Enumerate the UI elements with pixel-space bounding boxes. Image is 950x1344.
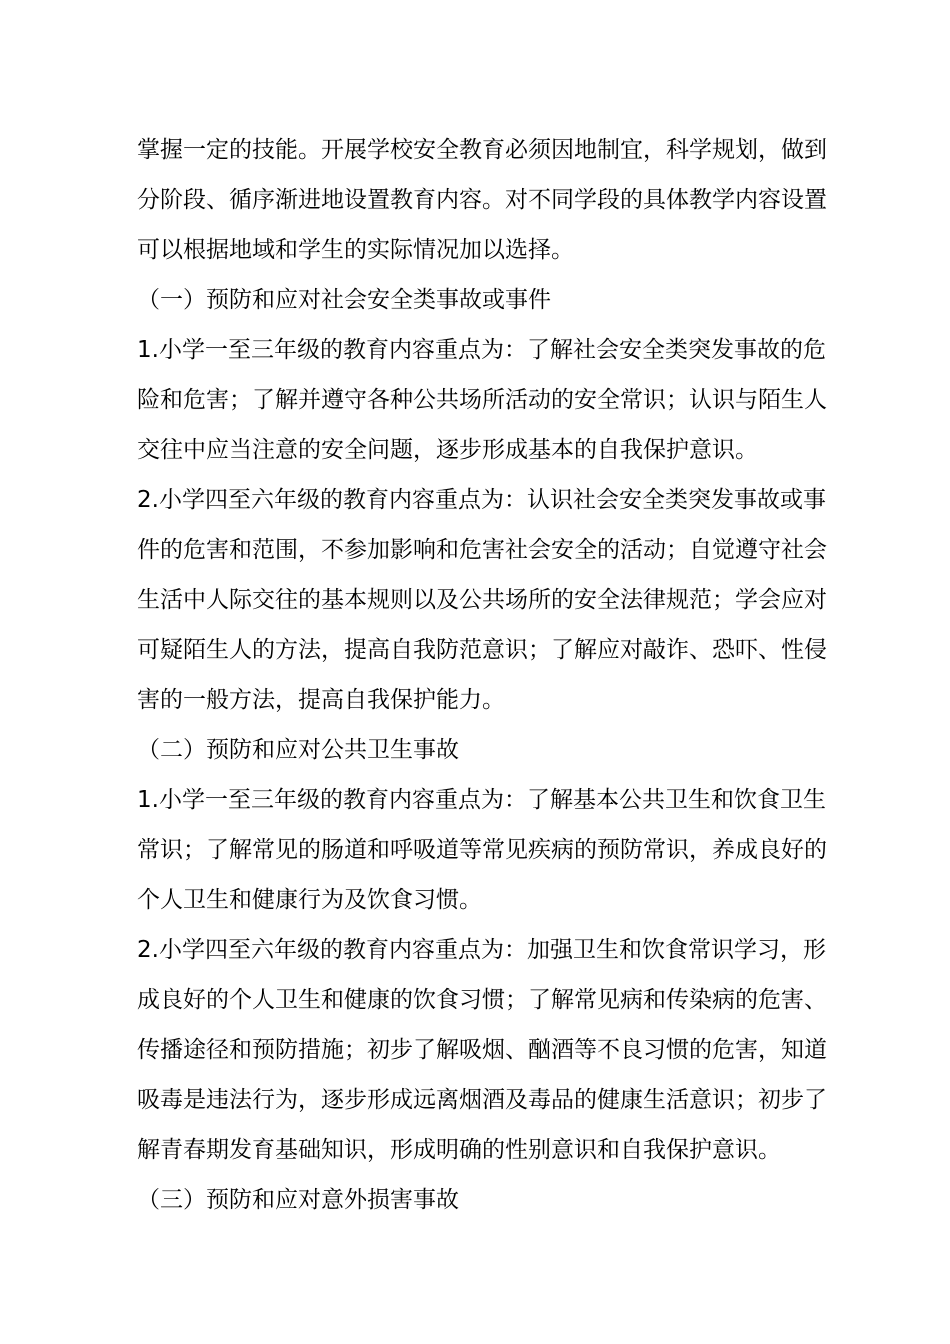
- body-text-line: 害的一般方法，提高自我保护能力。: [137, 687, 505, 713]
- body-text-line: 生活中人际交往的基本规则以及公共场所的安全法律规范；学会应对: [137, 587, 827, 613]
- body-text-line: 个人卫生和健康行为及饮食习惯。: [137, 887, 482, 913]
- body-text-line: 成良好的个人卫生和健康的饮食习惯；了解常见病和传染病的危害、: [137, 987, 827, 1013]
- body-text-line: 1.小学一至三年级的教育内容重点为：了解社会安全类突发事故的危: [137, 337, 826, 363]
- body-text-line: 掌握一定的技能。开展学校安全教育必须因地制宜，科学规划，做到: [137, 137, 827, 163]
- body-text-line: 常识；了解常见的肠道和呼吸道等常见疾病的预防常识，养成良好的: [137, 837, 827, 863]
- body-text-line: 分阶段、循序渐进地设置教育内容。对不同学段的具体教学内容设置: [137, 187, 827, 213]
- section-heading: （三）预防和应对意外损害事故: [137, 1187, 459, 1213]
- body-text-line: 险和危害；了解并遵守各种公共场所活动的安全常识；认识与陌生人: [137, 387, 827, 413]
- body-text-line: 2.小学四至六年级的教育内容重点为：加强卫生和饮食常识学习，形: [137, 937, 826, 963]
- body-text-line: 吸毒是违法行为，逐步形成远离烟酒及毒品的健康生活意识；初步了: [137, 1087, 827, 1113]
- body-text-line: 可以根据地域和学生的实际情况加以选择。: [137, 237, 574, 263]
- section-heading: （一）预防和应对社会安全类事故或事件: [137, 287, 551, 313]
- body-text-line: 2.小学四至六年级的教育内容重点为：认识社会安全类突发事故或事: [137, 487, 826, 513]
- body-text-line: 解青春期发育基础知识，形成明确的性别意识和自我保护意识。: [137, 1137, 781, 1163]
- body-text-line: 件的危害和范围，不参加影响和危害社会安全的活动；自觉遵守社会: [137, 537, 827, 563]
- body-text-line: 可疑陌生人的方法，提高自我防范意识；了解应对敲诈、恐吓、性侵: [137, 637, 827, 663]
- body-text-line: 传播途径和预防措施；初步了解吸烟、酗酒等不良习惯的危害，知道: [137, 1037, 827, 1063]
- body-text-line: 1.小学一至三年级的教育内容重点为：了解基本公共卫生和饮食卫生: [137, 787, 826, 813]
- section-heading: （二）预防和应对公共卫生事故: [137, 737, 459, 763]
- body-text-line: 交往中应当注意的安全问题，逐步形成基本的自我保护意识。: [137, 437, 758, 463]
